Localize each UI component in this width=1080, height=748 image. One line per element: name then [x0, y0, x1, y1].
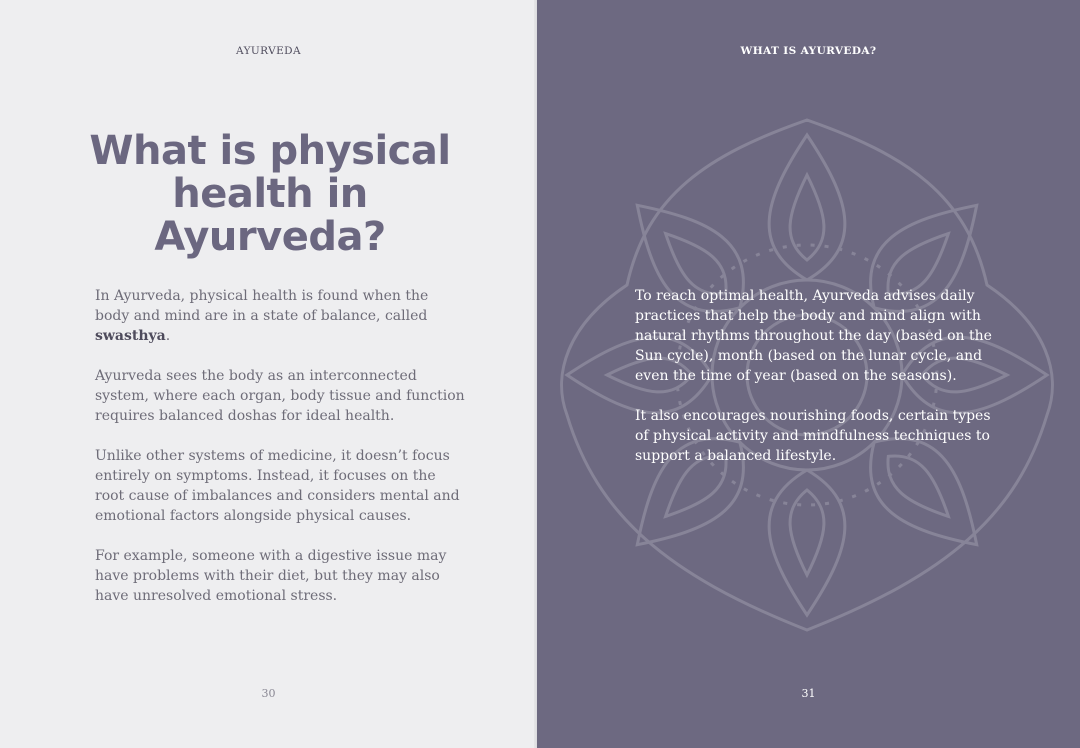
running-head: AYURVEDA: [236, 45, 301, 57]
paragraph: It also encourages nourishing foods, certain types of physical activity and mindfulness techniques to support a balanced lifestyle.: [635, 408, 991, 464]
paragraph: To reach optimal health, Ayurveda advises daily practices that help the body and mind align with natural rhythms throughout the day (based on the Sun cycle), month (based on the lunar cycle, and even the time of year (based on the seasons).: [635, 288, 992, 384]
paragraph-text: In Ayurveda, physical health is found when the body and mind are in a state of balance, called: [95, 288, 429, 324]
page-number: 31: [801, 687, 816, 700]
paragraph: [95, 286, 465, 346]
page-number: 30: [261, 687, 276, 700]
paragraph-text: .: [165, 328, 171, 344]
left-page: [0, 0, 537, 748]
paragraph: Unlike other systems of medicine, it doesn’t focus entirely on symptoms. Instead, it focuses on the root cause of imbalances and considers mental and emotional factors alongside physical causes.: [95, 448, 460, 524]
page-title: What is physical health in Ayurveda?: [89, 128, 451, 260]
right-page: [537, 0, 1080, 748]
body-text: [95, 286, 465, 626]
paragraph: Ayurveda sees the body as an interconnected system, where each organ, body tissue and function requires balanced doshas for ideal health.: [95, 368, 465, 424]
paragraph: For example, someone with a digestive issue may have problems with their diet, but they may also have unresolved emotional stress.: [95, 548, 447, 604]
body-text: [635, 286, 1005, 486]
running-head: WHAT IS AYURVEDA?: [740, 45, 877, 57]
emphasis-term: swasthya: [95, 328, 166, 344]
